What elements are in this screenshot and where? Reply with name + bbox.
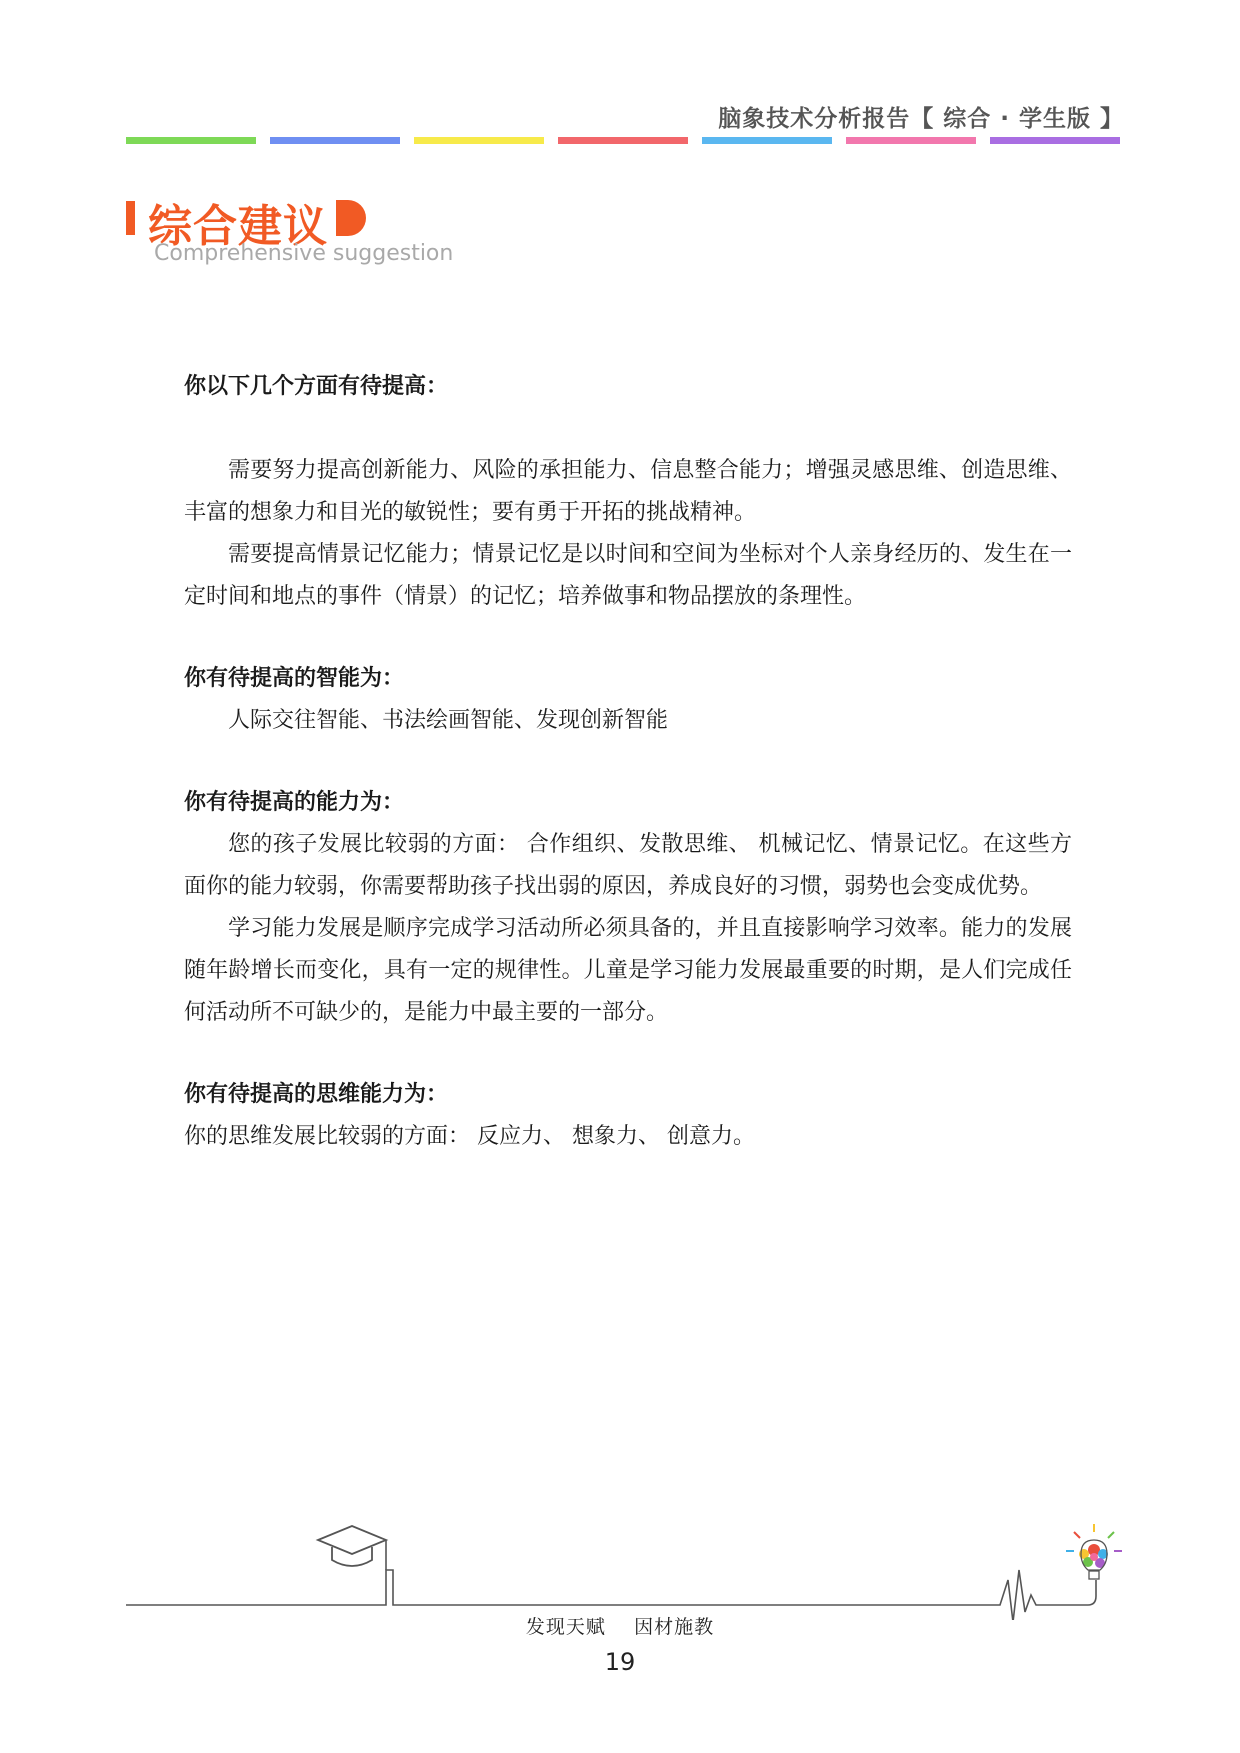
color-bar-yellow — [414, 137, 544, 144]
footer-slogan: 发现天赋 因材施教 — [525, 1616, 715, 1638]
section-title: 综合建议 — [148, 201, 328, 252]
color-bar-pink — [846, 137, 976, 144]
header-color-bars — [126, 137, 1124, 144]
heading-ability: 你有待提高的能力为： — [184, 790, 405, 815]
heading-intelligence: 你有待提高的智能为： — [184, 666, 405, 691]
graduation-cap-icon — [318, 1526, 386, 1570]
section-title-marker — [126, 201, 135, 235]
ability-paragraph-1: 您的孩子发展比较弱的方面： 合作组织、发散思维、 机械记忆、情景记忆。在这些方面你的能力较弱，你需要帮助孩子找出弱的原因，养成良好的习惯，弱势也会变成优势。 — [184, 832, 1072, 899]
improve-paragraph-2: 需要提高情景记忆能力；情景记忆是以时间和空间为坐标对个人亲身经历的、发生在一定时间和地点的事件（情景）的记忆；培养做事和物品摆放的条理性。 — [184, 542, 1072, 609]
color-bar-green — [126, 137, 256, 144]
thinking-text: 你的思维发展比较弱的方面： 反应力、 想象力、 创意力。 — [184, 1124, 755, 1149]
main-content — [184, 366, 1072, 1158]
page-number: 19 — [604, 1648, 636, 1676]
color-bar-red — [558, 137, 688, 144]
color-bar-blue — [270, 137, 400, 144]
section-title-end-cap — [336, 200, 366, 236]
section-subtitle: Comprehensive suggestion — [154, 241, 454, 266]
heading-thinking: 你有待提高的思维能力为： — [184, 1082, 449, 1107]
ability-paragraph-2: 学习能力发展是顺序完成学习活动所必须具备的，并且直接影响学习效率。能力的发展随年龄增长而变化，具有一定的规律性。儿童是学习能力发展最重要的时期，是人们完成任何活动所不可缺少的，是能力中最主要的一部分。 — [184, 916, 1072, 1025]
intelligence-text: 人际交往智能、书法绘画智能、发现创新智能 — [228, 708, 669, 733]
color-bar-purple — [990, 137, 1120, 144]
improve-paragraph-1: 需要努力提高创新能力、风险的承担能力、信息整合能力；增强灵感思维、创造思维、丰富的想象力和目光的敏锐性；要有勇于开拓的挑战精神。 — [184, 458, 1072, 525]
report-title: 脑象技术分析报告【 综合 · 学生版 】 — [718, 106, 1124, 132]
color-bar-sky — [702, 137, 832, 144]
lightbulb-icon — [1066, 1524, 1122, 1579]
footer-line-art — [0, 1510, 1240, 1620]
heading-improve: 你以下几个方面有待提高： — [184, 374, 449, 399]
